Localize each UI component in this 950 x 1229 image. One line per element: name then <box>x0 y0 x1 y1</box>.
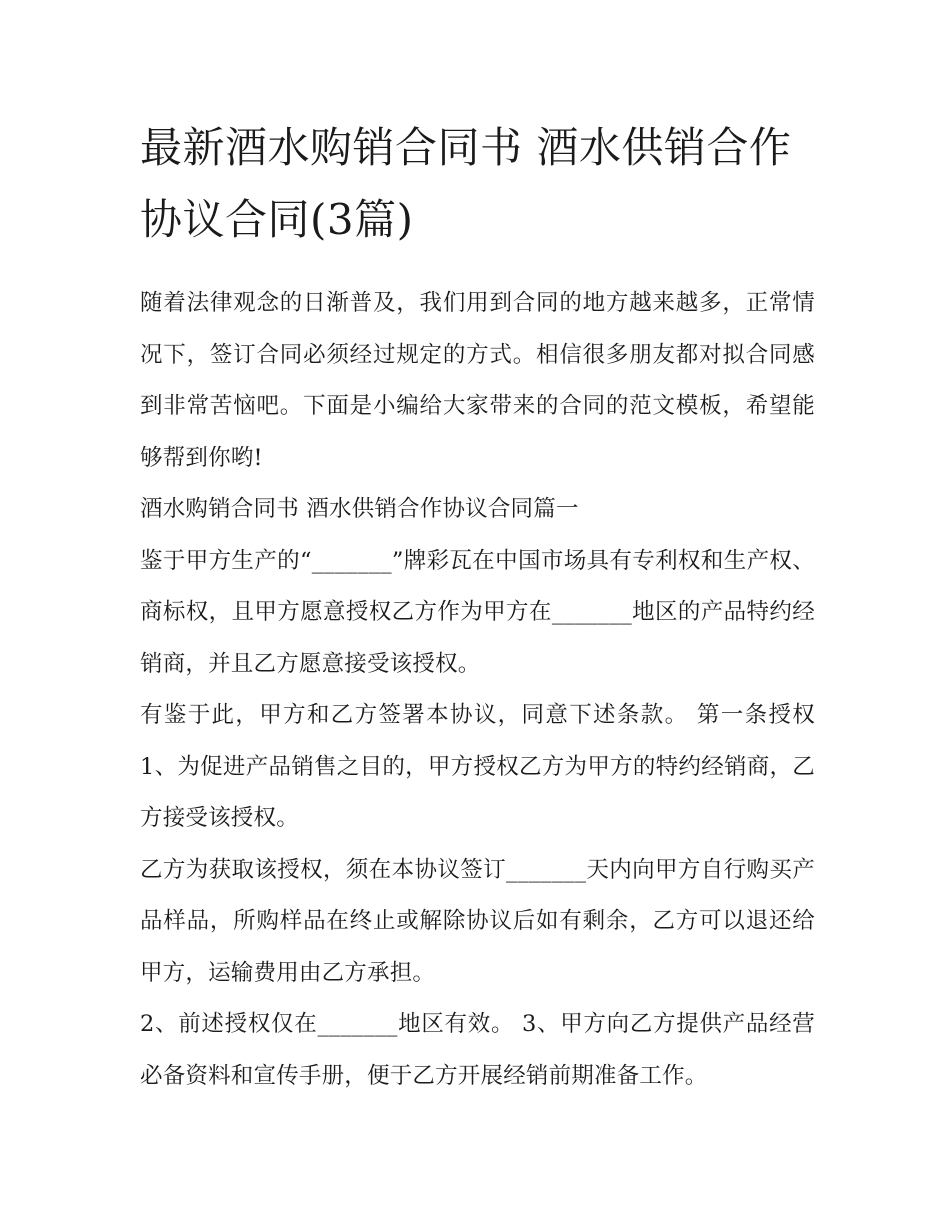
document-title: 最新酒水购销合同书 酒水供销合作协议合同(3篇) <box>140 123 792 244</box>
body-paragraph: 2、前述授权仅在_______地区有效。 3、甲方向乙方提供产品经营必备资料和宣传手册，便于乙方开展经销前期准备工作。 <box>140 1011 815 1089</box>
section-heading: 酒水购销合同书 酒水供销合作协议合同篇一 <box>140 496 579 522</box>
body-paragraph: 乙方为获取该授权，须在本协议签订_______天内向甲方自行购买产品样品，所购样品在终止或解除协议后如有剩余，乙方可以退还给甲方，运输费用由乙方承担。 <box>140 856 815 986</box>
body-paragraph: 鉴于甲方生产的“_______”牌彩瓦在中国市场具有专利权和生产权、商标权，且甲方愿意授权乙方作为甲方在_______地区的产品特约经销商，并且乙方愿意接受该授权。 <box>140 547 815 677</box>
body-paragraph: 有鉴于此，甲方和乙方签署本协议，同意下述条款。 第一条授权 1、为促进产品销售之目的，甲方授权乙方为甲方的特约经销商，乙方接受该授权。 <box>140 702 815 831</box>
intro-paragraph: 随着法律观念的日渐普及，我们用到合同的地方越来越多，正常情况下，签订合同必须经过规定的方式。相信很多朋友都对拟合同感到非常苦恼吧。下面是小编给大家带来的合同的范文模板，希望能够帮到你哟! <box>140 290 815 471</box>
document-body <box>140 112 815 1102</box>
